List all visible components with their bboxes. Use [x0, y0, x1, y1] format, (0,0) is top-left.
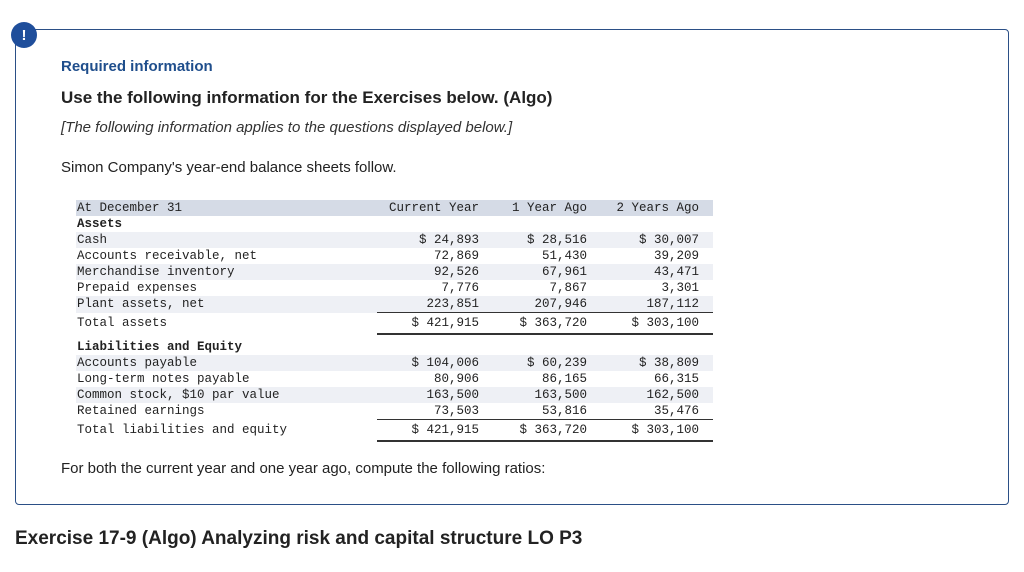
- cell-current: 163,500: [377, 387, 505, 403]
- cell-current: 92,526: [377, 264, 505, 280]
- row-label: Retained earnings: [77, 404, 205, 419]
- cell-current: 80,906: [433, 372, 479, 386]
- table-row: [76, 264, 713, 280]
- row-label: Prepaid expenses: [77, 281, 198, 295]
- cell-1-year: 163,500: [505, 387, 607, 403]
- liabilities-title: Liabilities and Equity: [77, 340, 243, 354]
- table-row: [76, 387, 713, 403]
- cell-2-years: 39,209: [653, 249, 699, 263]
- row-label: Cash: [76, 232, 377, 248]
- table-row: [76, 371, 713, 387]
- required-info-panel: [15, 29, 1009, 505]
- cell-1-year: 53,816: [505, 403, 607, 420]
- cell-1-year: $ 60,239: [505, 355, 607, 371]
- table-row: [76, 248, 713, 264]
- cell-current: $ 24,893: [377, 232, 505, 248]
- cell-1-year: 86,165: [541, 372, 587, 386]
- row-label: Plant assets, net: [76, 296, 377, 313]
- intro-text: Simon Company's year-end balance sheets follow.: [61, 159, 397, 176]
- total-assets-row: [76, 313, 713, 335]
- cell-1-year: $ 28,516: [505, 232, 607, 248]
- total-assets-current: $ 421,915: [377, 313, 505, 335]
- total-liabilities-label: Total liabilities and equity: [77, 423, 288, 438]
- liabilities-section-row: [76, 334, 713, 355]
- total-assets-2-years: $ 303,100: [607, 313, 713, 335]
- cell-1-year: 7,867: [549, 281, 587, 295]
- total-liabilities-row: [76, 420, 713, 442]
- cell-2-years: $ 38,809: [607, 355, 713, 371]
- applies-note: [The following information applies to the questions displayed below.]: [61, 119, 513, 136]
- row-label: Common stock, $10 par value: [76, 387, 377, 403]
- cell-2-years: 66,315: [653, 372, 699, 386]
- required-info-title: Required information: [61, 58, 213, 75]
- row-label: Accounts receivable, net: [77, 249, 258, 263]
- cell-current: 223,851: [377, 296, 505, 313]
- cell-2-years: 3,301: [661, 281, 699, 295]
- cell-2-years: 43,471: [607, 264, 713, 280]
- exercise-title: Exercise 17-9 (Algo) Analyzing risk and capital structure LO P3: [15, 528, 583, 549]
- ratios-instruction: For both the current year and one year ago, compute the following ratios:: [61, 460, 546, 477]
- header-1-year-ago: 1 Year Ago: [505, 200, 607, 216]
- cell-2-years: 162,500: [607, 387, 713, 403]
- total-assets-1-year: $ 363,720: [505, 313, 607, 335]
- table-header-row: [76, 200, 713, 216]
- cell-1-year: 207,946: [505, 296, 607, 313]
- table-row: [76, 355, 713, 371]
- instruction-heading: Use the following information for the Exercises below. (Algo): [61, 88, 553, 107]
- cell-1-year: 51,430: [541, 249, 587, 263]
- cell-current: $ 104,006: [377, 355, 505, 371]
- row-label: Accounts payable: [76, 355, 377, 371]
- cell-current: 73,503: [377, 403, 505, 420]
- table-row: [76, 280, 713, 296]
- cell-current: 7,776: [441, 281, 479, 295]
- header-current-year: Current Year: [377, 200, 505, 216]
- total-liab-current: $ 421,915: [377, 420, 505, 442]
- row-label: Merchandise inventory: [76, 264, 377, 280]
- table-row: [76, 403, 713, 420]
- total-liab-2-years: $ 303,100: [607, 420, 713, 442]
- assets-title: Assets: [77, 217, 123, 231]
- cell-current: 72,869: [433, 249, 479, 263]
- total-liab-1-year: $ 363,720: [505, 420, 607, 442]
- exclamation-icon: !: [11, 22, 37, 48]
- header-label: At December 31: [76, 200, 377, 216]
- assets-section-row: [76, 216, 713, 232]
- header-2-years-ago: 2 Years Ago: [607, 200, 713, 216]
- cell-2-years: $ 30,007: [607, 232, 713, 248]
- cell-1-year: 67,961: [505, 264, 607, 280]
- balance-sheet-table: [76, 200, 713, 442]
- total-assets-label: Total assets: [77, 316, 168, 331]
- table-row: [76, 232, 713, 248]
- cell-2-years: 187,112: [607, 296, 713, 313]
- cell-2-years: 35,476: [607, 403, 713, 420]
- table-row: [76, 296, 713, 313]
- row-label: Long-term notes payable: [77, 372, 250, 386]
